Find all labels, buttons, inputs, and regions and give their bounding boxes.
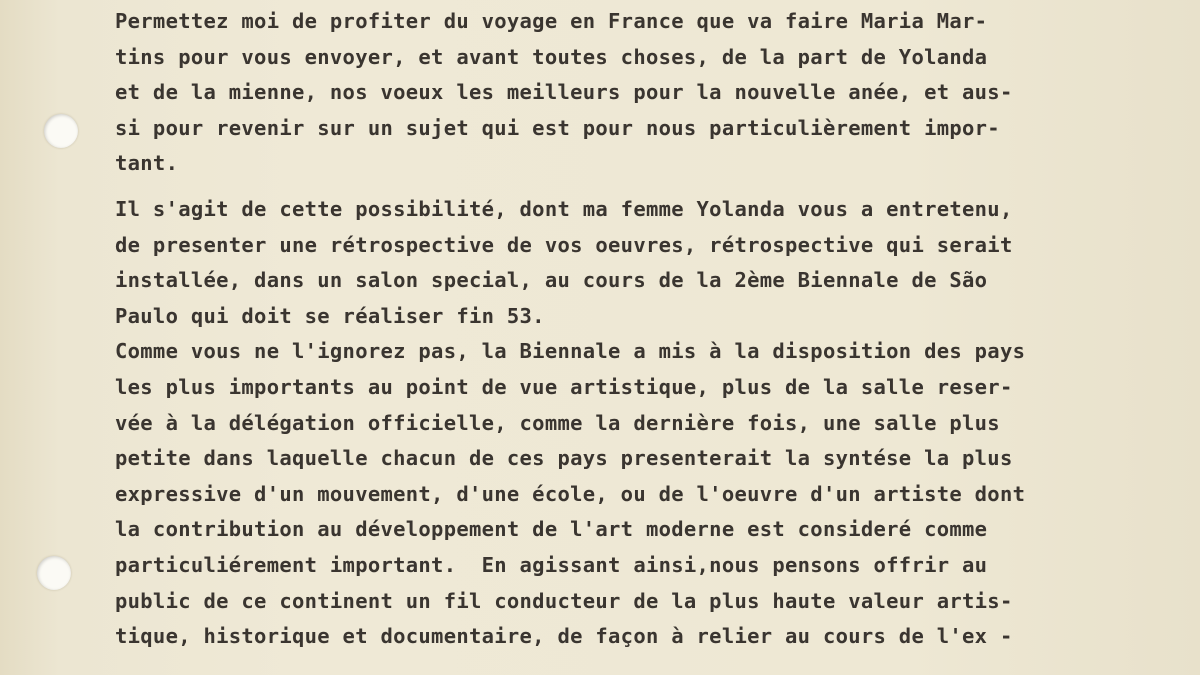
punch-hole — [37, 556, 71, 590]
text-line: Il s'agit de cette possibilité, dont ma femme Yolanda vous a entretenu, — [115, 196, 1013, 221]
text-line: tins pour vous envoyer, et avant toutes choses, de la part de Yolanda — [115, 44, 988, 69]
text-line: expressive d'un mouvement, d'une école, ou de l'oeuvre d'un artiste dont — [115, 481, 1026, 506]
text-line: si pour revenir sur un sujet qui est pour nous particulièrement impor- — [115, 115, 1000, 140]
text-line: les plus importants au point de vue artistique, plus de la salle reser- — [115, 374, 1013, 399]
letter-body — [115, 4, 1175, 655]
text-line: installée, dans un salon special, au cours de la 2ème Biennale de São — [115, 268, 988, 293]
text-line: tant. — [115, 151, 179, 176]
text-line: Comme vous ne l'ignorez pas, la Biennale a mis à la disposition des pays — [115, 339, 1026, 364]
text-line: petite dans laquelle chacun de ces pays presenterait la syntése la plus — [115, 446, 1013, 471]
paragraph — [115, 4, 1175, 182]
text-line: de presenter une rétrospective de vos oeuvres, rétrospective qui serait — [115, 232, 1013, 257]
text-line: tique, historique et documentaire, de façon à relier au cours de l'ex - — [115, 624, 1013, 649]
paragraph — [115, 192, 1175, 655]
text-line: vée à la délégation officielle, comme la dernière fois, une salle plus — [115, 410, 1000, 435]
text-line: Paulo qui doit se réaliser fin 53. — [115, 303, 545, 328]
text-line: public de ce continent un fil conducteur de la plus haute valeur artis- — [115, 588, 1013, 613]
text-line: la contribution au développement de l'art moderne est consideré comme — [115, 517, 988, 542]
text-line: et de la mienne, nos voeux les meilleurs pour la nouvelle anée, et aus- — [115, 80, 1013, 105]
text-line: particuliérement important. En agissant ainsi,nous pensons offrir au — [115, 552, 988, 577]
punch-hole — [44, 114, 78, 148]
text-line: Permettez moi de profiter du voyage en France que va faire Maria Mar- — [115, 9, 988, 33]
